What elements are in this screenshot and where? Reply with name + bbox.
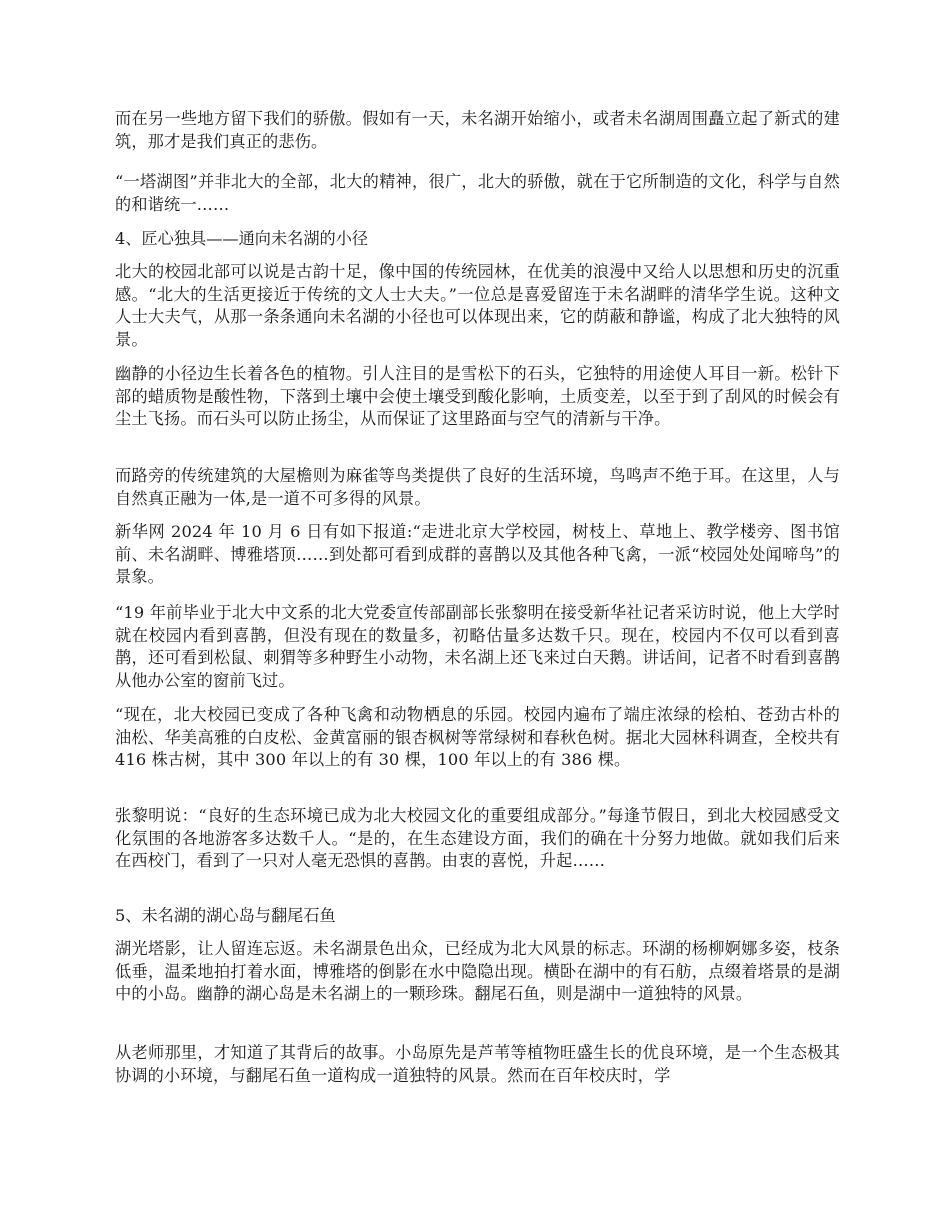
section-heading-4: 4、匠心独具——通向未名湖的小径	[115, 229, 369, 248]
paragraph-5: 而路旁的传统建筑的大屋檐则为麻雀等鸟类提供了良好的生活环境，鸟鸣声不绝于耳。在这里，人与自然真正融为一体,是一道不可多得的风景。	[115, 466, 840, 508]
paragraph-4: 幽静的小径边生长着各色的植物。引人注目的是雪松下的石头，它独特的用途使人耳目一新。松针下部的蜡质物是酸性物，下落到土壤中会使土壤受到酸化影响，土质变差，以至于到了刮风的时候会有尘土飞扬。而石头可以防止扬尘，从而保证了这里路面与空气的清新与干净。	[115, 364, 840, 428]
paragraph-10: 湖光塔影，让人留连忘返。未名湖景色出众，已经成为北大风景的标志。环湖的杨柳婀娜多姿，枝条低垂，温柔地拍打着水面，博雅塔的倒影在水中隐隐出现。横卧在湖中的有石舫，点缀着塔景的是湖中的小岛。幽静的湖心岛是未名湖上的一颗珍珠。翻尾石鱼，则是湖中一道独特的风景。	[115, 939, 840, 1003]
paragraph-2: “一塔湖图”并非北大的全部，北大的精神，很广，北大的骄傲，就在于它所制造的文化，科学与自然的和谐统一……	[115, 172, 840, 214]
paragraph-1: 而在另一些地方留下我们的骄傲。假如有一天，未名湖开始缩小，或者未名湖周围矗立起了新式的建筑，那才是我们真正的悲伤。	[115, 109, 840, 151]
paragraph-11: 从老师那里，才知道了其背后的故事。小岛原先是芦苇等植物旺盛生长的优良环境，是一个生态极其协调的小环境，与翻尾石鱼一道构成一道独特的风景。然而在百年校庆时，学	[115, 1043, 840, 1085]
section-heading-5: 5、未名湖的湖心岛与翻尾石鱼	[115, 906, 336, 925]
paragraph-3: 北大的校园北部可以说是古韵十足，像中国的传统园林，在优美的浪漫中又给人以思想和历史的沉重感。“北大的生活更接近于传统的文人士大夫。”一位总是喜爱留连于未名湖畔的清华学生说。这种文人士大夫气，从那一条条通向未名湖的小径也可以体现出来，它的荫蔽和静谧，构成了北大独特的风景。	[115, 262, 840, 349]
paragraph-8: “现在，北大校园已变成了各种飞禽和动物栖息的乐园。校园内遍布了端庄浓绿的桧柏、苍劲古朴的油松、华美高雅的白皮松、金黄富丽的银杏枫树等常绿树和春秋色树。据北大园林科调查，全校共有 416 株古树，其中 300 年以上的有 30 棵，100 年以上的有 386 棵。	[115, 705, 840, 769]
paragraph-6: 新华网 2024 年 10 月 6 日有如下报道:“走进北京大学校园，树枝上、草地上、教学楼旁、图书馆前、未名湖畔、博雅塔顶……到处都可看到成群的喜鹊以及其他各种飞禽，一派“校园处处闻啼鸟”的景象。	[115, 522, 840, 586]
paragraph-9: 张黎明说：“良好的生态环境已成为北大校园文化的重要组成部分。”每逢节假日，到北大校园感受文化氛围的各地游客多达数千人。“是的，在生态建设方面，我们的确在十分努力地做。就如我们后来在西校门，看到了一只对人毫无恐惧的喜鹊。由衷的喜悦，升起……	[115, 806, 840, 870]
paragraph-7: “19 年前毕业于北大中文系的北大党委宣传部副部长张黎明在接受新华社记者采访时说，他上大学时就在校园内看到喜鹊，但没有现在的数量多，初略估量多达数千只。现在，校园内不仅可以看到喜鹊，还可看到松鼠、刺猬等多种野生小动物，未名湖上还飞来过白天鹅。讲话间，记者不时看到喜鹊从他办公室的窗前飞过。	[115, 603, 840, 690]
